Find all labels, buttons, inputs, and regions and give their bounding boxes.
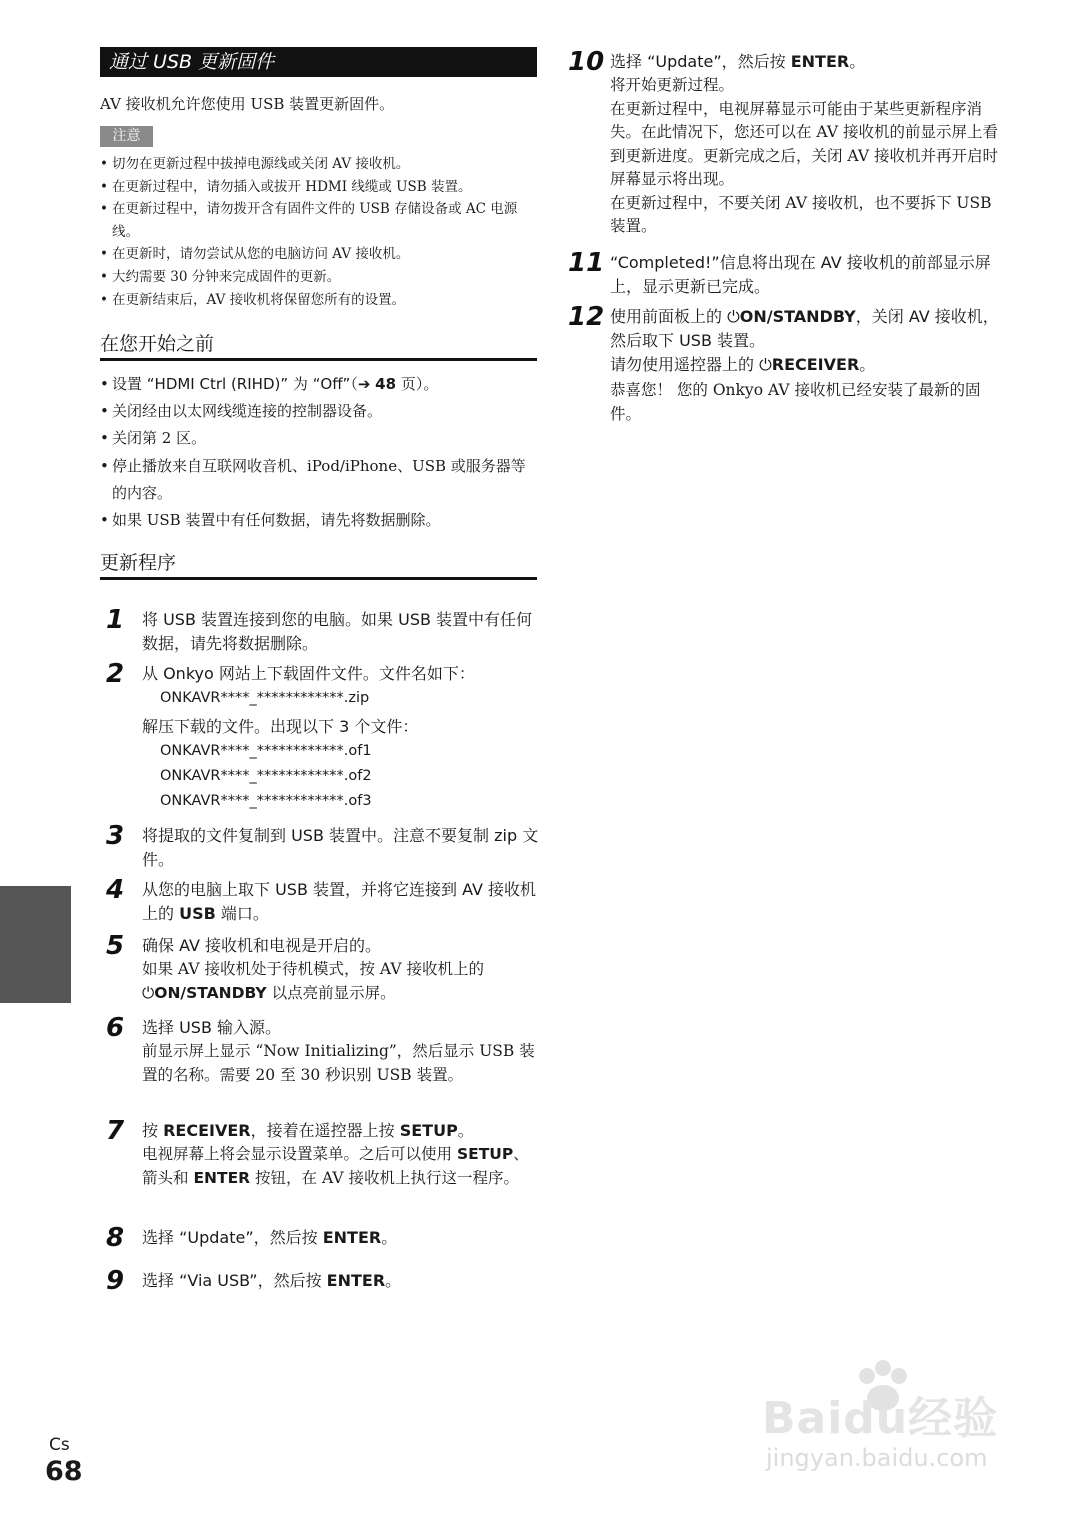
step-title: 按 RECEIVER，接着在遥控器上按 SETUP。 [142, 1121, 474, 1140]
step-title: “Completed!”信息将出现在 AV 接收机的前部显示屏上，显示更新已完成。 [610, 253, 991, 296]
step-number: 6 [106, 1013, 125, 1043]
step-number: 8 [106, 1223, 125, 1253]
step-text: 将开始更新过程。 [610, 76, 735, 94]
step-8 [100, 1223, 540, 1253]
step-title: 确保 AV 接收机和电视是开启的。 [142, 936, 382, 955]
step-number: 9 [106, 1266, 125, 1296]
step-title: 从您的电脑上取下 USB 装置，并将它连接到 AV 接收机上的 USB 端口。 [142, 880, 537, 923]
intro-text: AV 接收机允许您使用 USB 装置更新固件。 [100, 95, 395, 113]
step-title: 将提取的文件复制到 USB 装置中。注意不要复制 zip 文件。 [142, 826, 539, 869]
list-item: • 在更新过程中，请勿拨开含有固件文件的 USB 存储设备或 AC 电源线。 [100, 198, 540, 243]
step-text: 请勿使用遥控器上的 ⏻RECEIVER。 [610, 355, 876, 374]
page-number: 68 [45, 1456, 83, 1487]
note-label: 注意 [100, 126, 153, 147]
language-code: Cs [49, 1435, 70, 1455]
notes-list [100, 153, 540, 311]
step-text: 电视屏幕上将会显示设置菜单。之后可以使用 SETUP、箭头和 ENTER 按钮，在 AV 接收机上执行这一程序。 [142, 1145, 529, 1187]
step-number: 11 [568, 248, 605, 278]
step-5 [100, 931, 540, 1005]
step-number: 3 [106, 821, 125, 851]
step-6 [100, 1013, 540, 1087]
step-title: 选择 “Update”，然后按 ENTER。 [610, 52, 866, 71]
before-heading: 在您开始之前 [100, 331, 537, 361]
step-4 [100, 875, 540, 926]
step-number: 5 [106, 931, 125, 961]
step-text: 解压下载的文件。出现以下 3 个文件： [142, 717, 419, 736]
step-11 [568, 248, 1008, 299]
chapter-tab [0, 886, 71, 1003]
list-item: • 切勿在更新过程中拔掉电源线或关闭 AV 接收机。 [100, 153, 540, 176]
step-7 [100, 1116, 540, 1190]
file-name: ONKAVR****_************.of1 [160, 743, 372, 759]
file-name: ONKAVR****_************.zip [160, 690, 370, 706]
list-item: • 如果 USB 装置中有任何数据，请先将数据删除。 [100, 507, 540, 534]
list-item: • 停止播放来自互联网收音机、iPod/iPhone、USB 或服务器等的内容。 [100, 453, 540, 507]
step-3 [100, 821, 540, 872]
step-title: 将 USB 装置连接到您的电脑。如果 USB 装置中有任何数据，请先将数据删除。 [142, 610, 533, 653]
list-item: • 在更新时，请勿尝试从您的电脑访问 AV 接收机。 [100, 243, 540, 266]
step-text: 在更新过程中，不要关闭 AV 接收机，也不要拆下 USB 装置。 [610, 193, 992, 235]
watermark-logo: Baidu经验 [762, 1393, 999, 1444]
step-number: 1 [106, 605, 125, 635]
step-number: 2 [106, 659, 125, 689]
step-title: 选择 “Update”，然后按 ENTER。 [142, 1228, 398, 1247]
step-text: 前显示屏上显示 “Now Initializing”，然后显示 USB 装置的名称。需要 20 至 30 秒识别 USB 装置。 [142, 1042, 535, 1084]
list-item: • 设置 “HDMI Ctrl (RIHD)” 为 “Off”（➔ 48 页）。 [100, 371, 540, 398]
step-text: 恭喜您！ 您的 Onkyo AV 接收机已经安装了最新的固件。 [610, 381, 981, 423]
step-10 [568, 47, 1008, 239]
file-name: ONKAVR****_************.of3 [160, 793, 372, 809]
step-number: 10 [568, 47, 605, 77]
step-9 [100, 1266, 540, 1296]
list-item: • 大约需要 30 分钟来完成固件的更新。 [100, 266, 540, 289]
step-12 [568, 302, 1008, 426]
procedure-heading: 更新程序 [100, 550, 537, 580]
step-title: 选择 USB 输入源。 [142, 1018, 282, 1037]
section-title: 通过 USB 更新固件 [100, 47, 537, 77]
file-name: ONKAVR****_************.of2 [160, 768, 372, 784]
step-number: 4 [106, 875, 125, 905]
list-item: • 关闭经由以太网线缆连接的控制器设备。 [100, 398, 540, 425]
list-item: • 在更新过程中，请勿插入或拔开 HDMI 线缆或 USB 装置。 [100, 176, 540, 199]
step-1 [100, 605, 540, 656]
watermark [762, 1360, 1032, 1480]
watermark-url: jingyan.baidu.com [766, 1444, 988, 1472]
step-number: 12 [568, 302, 605, 332]
list-item: • 在更新结束后，AV 接收机将保留您所有的设置。 [100, 289, 540, 312]
list-item: • 关闭第 2 区。 [100, 425, 540, 452]
step-title: 从 Onkyo 网站上下载固件文件。文件名如下： [142, 664, 475, 683]
before-list [100, 371, 540, 534]
step-text: 在更新过程中，电视屏幕显示可能由于某些更新程序消失。在此情况下，您还可以在 AV 接收机的前显示屏上看到更新进度。更新完成之后，关闭 AV 接收机并再开启时屏幕显示将出现。 [610, 99, 998, 188]
step-title: 使用前面板上的 ⏻ON/STANDBY，关闭 AV 接收机，然后取下 USB 装置。 [610, 307, 999, 350]
step-number: 7 [106, 1116, 125, 1146]
step-2 [100, 659, 540, 814]
step-title: 选择 “Via USB”，然后按 ENTER。 [142, 1271, 402, 1290]
step-text: 如果 AV 接收机处于待机模式，按 AV 接收机上的 ⏻ON/STANDBY 以点亮前显示屏。 [142, 960, 484, 1002]
